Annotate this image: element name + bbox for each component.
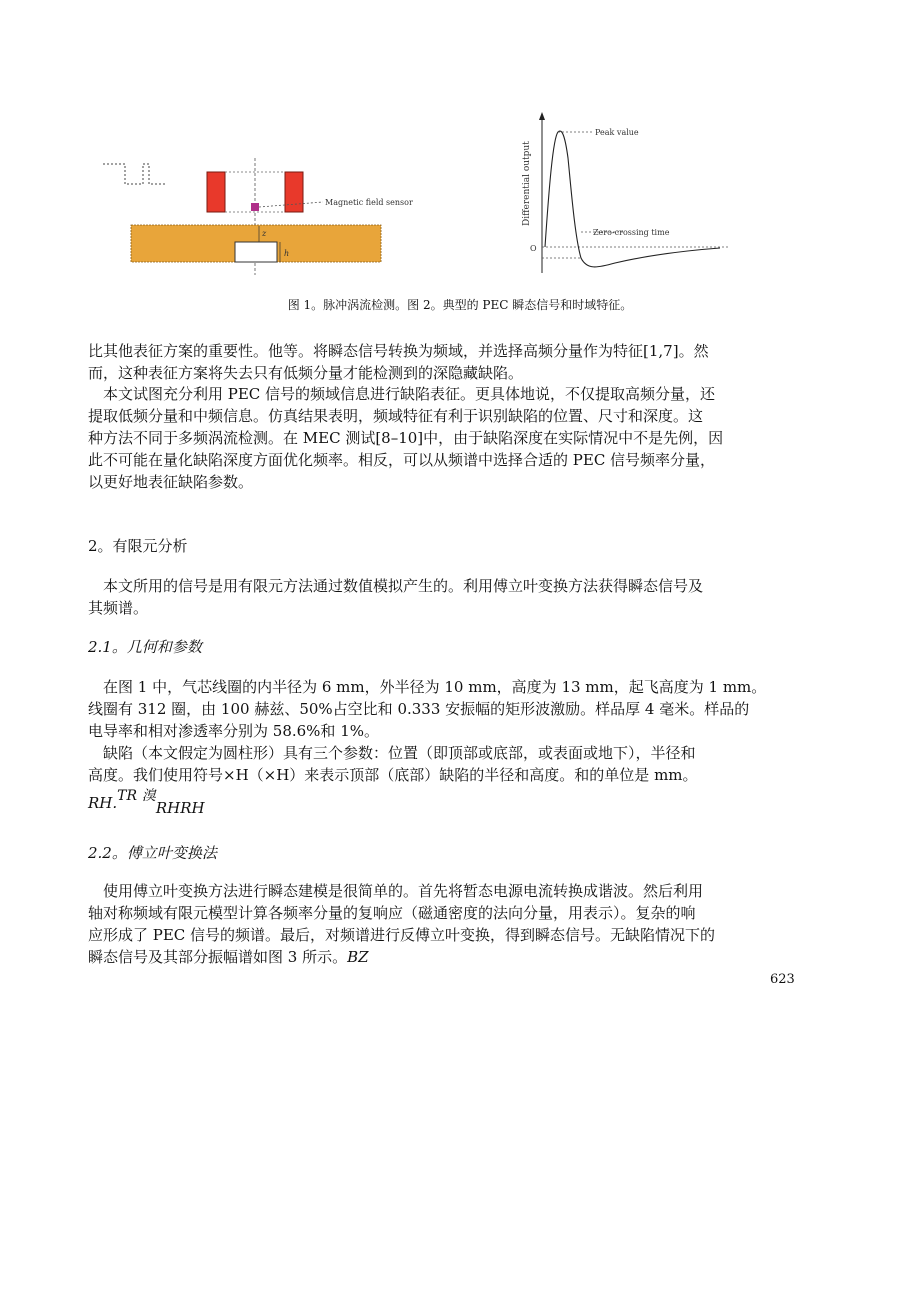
h-label: h (284, 249, 290, 258)
math-symbol: RHRH (155, 799, 205, 817)
sensor-label: Magnetic field sensor (325, 198, 413, 207)
figure-1-pec-schematic (95, 150, 413, 280)
math-symbol: TR (117, 788, 138, 804)
section-2-heading: 2。有限元分析 (88, 537, 188, 555)
text-line: 在图 1 中，气芯线圈的内半径为 6 mm，外半径为 10 mm，高度为 13 mm，起飞高度为 1 mm。 (103, 678, 767, 696)
math-symbol: BZ (347, 948, 369, 966)
figure-caption: 图 1。脉冲涡流检测。图 2。典型的 PEC 瞬态信号和时域特征。 (287, 298, 633, 312)
peak-value-label: Peak value (595, 128, 639, 137)
transient-signal-curve (545, 131, 720, 267)
text-line: 电导率和相对渗透率分别为 58.6%和 1%。 (88, 722, 379, 740)
text-line: 此不可能在量化缺陷深度方面优化频率。相反，可以从频谱中选择合适的 PEC 信号频率分量， (88, 451, 716, 469)
text-line: 线圈有 312 圈，由 100 赫兹、50%占空比和 0.333 安振幅的矩形波激励。样品厚 4 毫米。样品的 (88, 700, 750, 718)
subsection-2-2-heading: 2.2。傅立叶变换法 (88, 844, 217, 862)
paragraph-1 (88, 340, 818, 384)
origin-label: O (530, 244, 537, 253)
text-line: 其频谱。 (88, 599, 149, 617)
text-line: 比其他表征方案的重要性。他等。将瞬态信号转换为频域，并选择高频分量作为特征[1,7]。然 (88, 342, 709, 360)
text-line: 本文试图充分利用 PEC 信号的频域信息进行缺陷表征。更具体地说，不仅提取高频分量，还 (103, 385, 716, 403)
figure-2-pec-transient (505, 108, 745, 280)
coil-left (207, 172, 225, 212)
text-line: 使用傅立叶变换方法进行瞬态建模是很简单的。首先将暂态电源电流转换成谐波。然后利用 (103, 882, 704, 900)
text-line: 以更好地表征缺陷参数。 (88, 473, 254, 491)
text-line: 而，这种表征方案将失去只有低频分量才能检测到的深隐藏缺陷。 (88, 364, 524, 382)
y-axis-label: Differential output (522, 141, 532, 226)
math-symbol: 溴 (141, 788, 156, 804)
math-symbol: RH. (88, 794, 118, 812)
text-line: 种方法不同于多频涡流检测。在 MEC 测试[8–10]中，由于缺陷深度在实际情况中不是先例，因 (88, 429, 724, 447)
paragraph-2 (88, 383, 818, 493)
text-line: 本文所用的信号是用有限元方法通过数值模拟产生的。利用傅立叶变换方法获得瞬态信号及 (103, 577, 704, 595)
subsection-2-1-heading: 2.1。几何和参数 (88, 638, 202, 656)
page-number: 623 (770, 972, 795, 987)
coil-right (285, 172, 303, 212)
zero-crossing-label: Zero-crossing time (593, 228, 670, 237)
text-line: 瞬态信号及其部分振幅谱如图 3 所示。 (88, 948, 348, 966)
text-line: 缺陷（本文假定为圆柱形）具有三个参数：位置（即顶部或底部，或表面或地下），半径和 (103, 744, 696, 762)
text-line: 轴对称频域有限元模型计算各频率分量的复响应（磁通密度的法向分量，用表示）。复杂的响 (88, 904, 696, 922)
math-symbols-line (88, 788, 205, 817)
paragraph-3 (88, 575, 818, 619)
defect (235, 242, 277, 262)
magnetic-field-sensor (251, 203, 259, 211)
excitation-square-wave (103, 164, 167, 184)
text-line: 应形成了 PEC 信号的频谱。最后，对频谱进行反傅立叶变换，得到瞬态信号。无缺陷情况下的 (88, 926, 716, 944)
z-label: z (262, 229, 267, 238)
paragraph-6 (88, 880, 818, 968)
text-line: 提取低频分量和中频信息。仿真结果表明，频域特征有利于识别缺陷的位置、尺寸和深度。这 (88, 407, 704, 425)
paragraph-4 (88, 676, 818, 786)
text-line: 高度。我们使用符号×H（×H）来表示顶部（底部）缺陷的半径和高度。和的单位是 mm。 (88, 766, 698, 784)
